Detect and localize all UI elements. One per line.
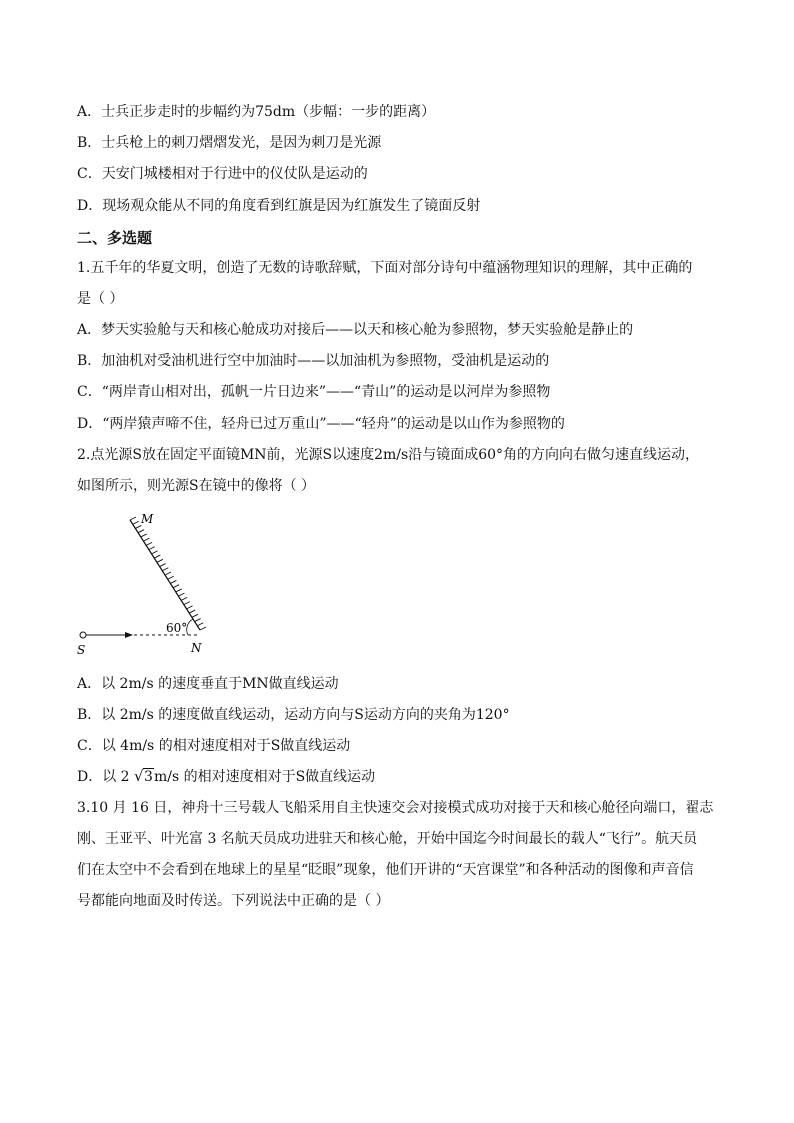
mirror-hatching: [130, 517, 206, 630]
hatch-mark: [154, 555, 160, 558]
option-d-prefix: D．以 2: [77, 769, 135, 785]
option-b: B．士兵枪上的刺刀熠熠发光，是因为刺刀是光源: [77, 135, 382, 151]
label-n: N: [191, 641, 202, 655]
angle-arc: [187, 619, 193, 635]
question-2-stem-line-1: 2.点光源S放在固定平面镜MN前，光源S以速度2m/s沿与镜面成60°角的方向向右做匀速直线运动，: [77, 447, 700, 463]
hatch-mark: [192, 614, 198, 617]
label-m: M: [141, 512, 154, 526]
hatch-mark: [187, 606, 193, 609]
hatch-mark: [146, 542, 152, 545]
hatch-mark: [133, 521, 139, 524]
option-d: D．现场观众能从不同的角度看到红旗是因为红旗发生了镜面反射: [77, 198, 481, 214]
hatch-mark: [149, 547, 155, 550]
hatch-mark: [141, 534, 147, 537]
label-s: S: [77, 643, 86, 657]
hatch-mark: [130, 517, 136, 520]
question-1-stem-line-2: 是（ ）: [77, 291, 124, 307]
hatch-mark: [189, 610, 195, 613]
option-c: C．天安门城楼相对于行进中的仪仗队是运动的: [77, 166, 368, 182]
hatch-mark: [200, 627, 206, 630]
square-root: √ 3: [134, 767, 153, 785]
hatch-mark: [168, 576, 174, 579]
hatch-mark: [152, 551, 158, 554]
question-2-option-a: A．以 2m/s 的速度垂直于MN做直线运动: [77, 676, 339, 692]
hatch-mark: [160, 564, 166, 567]
light-source-point: [80, 632, 86, 638]
hatch-mark: [197, 623, 203, 626]
hatch-mark: [181, 597, 187, 600]
hatch-mark: [184, 602, 190, 605]
question-3-stem-line-1: 3.10 月 16 日，神舟十三号载人飞船采用自主快速交会对接模式成功对接于天和核心舱径向端口，翟志: [77, 800, 714, 816]
question-3-stem-line-2: 刚、王亚平、叶光富 3 名航天员成功进驻天和核心舱，开始中国迄今时间最长的载人“飞行”。航天员: [77, 831, 698, 847]
section-title: 二、多选题: [77, 229, 153, 247]
hatch-mark: [176, 589, 182, 592]
question-1-option-b: B．加油机对受油机进行空中加油时——以加油机为参照物，受油机是运动的: [77, 353, 550, 369]
hatch-mark: [162, 568, 168, 571]
question-1-option-a: A．梦天实验舱与天和核心舱成功对接后——以天和核心舱为参照物，梦天实验舱是静止的: [77, 322, 634, 338]
question-1-stem-line-1: 1.五千年的华夏文明，创造了无数的诗歌辞赋，下面对部分诗句中蕴涵物理知识的理解，其中正确的: [77, 260, 693, 276]
option-a: A．士兵正步走时的步幅约为75dm（步幅：一步的距离）: [77, 104, 436, 120]
square-root-value: 3: [144, 769, 153, 785]
angle-label: 60°: [166, 621, 188, 635]
question-2-option-d: [77, 767, 375, 787]
question-3-stem-line-4: 号都能向地面及时传送。下列说法中正确的是（ ）: [77, 893, 390, 909]
question-1-option-c: C．“两岸青山相对出，孤帆一片日边来”——“青山”的运动是以河岸为参照物: [77, 384, 551, 400]
hatch-mark: [143, 538, 149, 541]
hatch-mark: [195, 619, 201, 622]
hatch-mark: [173, 585, 179, 588]
question-1-option-d: D．“两岸猿声啼不住，轻舟已过万重山”——“轻舟”的运动是以山作为参照物的: [77, 416, 565, 432]
hatch-mark: [178, 593, 184, 596]
question-3-stem-line-3: 们在太空中不会看到在地球上的星星“眨眼”现象，他们开讲的“天宫课堂”和各种活动的图像和声音信: [77, 862, 694, 878]
hatch-mark: [138, 530, 144, 533]
hatch-mark: [157, 559, 163, 562]
hatch-mark: [165, 572, 171, 575]
mirror-diagram: [70, 508, 230, 658]
question-2-option-c: C．以 4m/s 的相对速度相对于S做直线运动: [77, 738, 351, 754]
hatch-mark: [170, 580, 176, 583]
question-2-option-b: B．以 2m/s 的速度做直线运动，运动方向与S运动方向的夹角为120°: [77, 707, 510, 723]
option-d-suffix: m/s 的相对速度相对于S做直线运动: [153, 769, 376, 785]
question-2-stem-line-2: 如图所示，则光源S在镜中的像将（ ）: [77, 478, 316, 494]
